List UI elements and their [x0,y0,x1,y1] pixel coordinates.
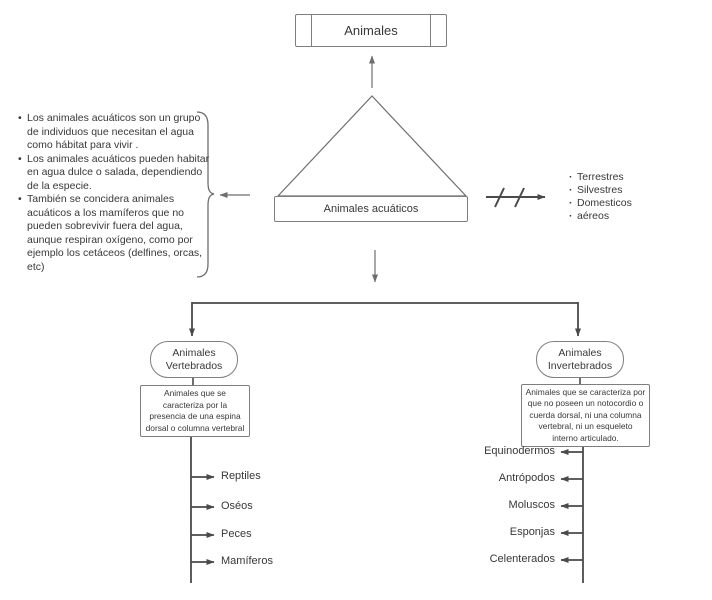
aquatic-note-0: • Los animales acuáticos son un grupo de individuos que necesitan el agua como hábitat para vivir . [18,112,210,153]
vertebrates-item-0[interactable]: Reptiles [221,470,261,482]
invertebrates-item-0[interactable]: Equinodermos [484,445,555,457]
invertebrates-node-label: Animales Invertebrados [547,347,613,372]
invertebrates-item-2[interactable]: Moluscos [508,499,555,511]
invertebrates-node[interactable] [536,341,624,378]
triangle-shape[interactable] [278,96,466,196]
vertebrates-node[interactable] [150,341,238,378]
invertebrates-item-3[interactable]: Esponjas [509,526,555,538]
invertebrates-item-4[interactable]: Celenterados [489,553,555,565]
excluded-item-2: · Domesticos [569,197,699,210]
root-node-left-bar [311,15,312,46]
aquatic-note-1: • Los animales acuáticos pueden habitar en agua dulce o salada, dependiendo de la especie. [18,153,210,194]
aquatic-node[interactable] [274,196,468,222]
root-node-right-bar [430,15,431,46]
invertebrates-description[interactable] [521,384,650,447]
aquatic-note-2: • También se concidera animales acuáticos a los mamíferos que no pueden sobrevivir fuera del agua, aunque respiran oxígeno, como por ejemplo los cetáceos (delfines, orcas, etc) [18,193,210,274]
vertebrates-description[interactable] [140,385,250,437]
excluded-arrow-crossed [486,188,545,207]
vertebrates-item-2[interactable]: Peces [221,528,252,540]
excluded-item-1: · Silvestres [569,184,699,197]
excluded-item-3: · aéreos [569,210,699,223]
vertebrates-item-3[interactable]: Mamíferos [221,555,273,567]
vertebrates-description-text: Animales que se caracteriza por la presencia de una espina dorsal o columna vertebral [145,388,245,433]
aquatic-notes[interactable] [18,112,210,274]
vertebrates-node-label: Animales Vertebrados [165,347,223,372]
invertebrates-description-text: Animales que se caracteriza por que no poseen un notocordio o cuerda dorsal, ni una columna vertebral, ni un esqueleto interno articulado. [525,386,646,443]
root-node-label: Animales [344,23,398,38]
aquatic-node-label: Animales acuáticos [323,203,419,215]
root-node[interactable] [295,14,447,47]
invertebrates-item-1[interactable]: Antrópodos [498,472,555,484]
excluded-list[interactable] [569,171,699,223]
excluded-item-0: · Terrestres [569,171,699,184]
vertebrates-item-1[interactable]: Oséos [221,500,253,512]
